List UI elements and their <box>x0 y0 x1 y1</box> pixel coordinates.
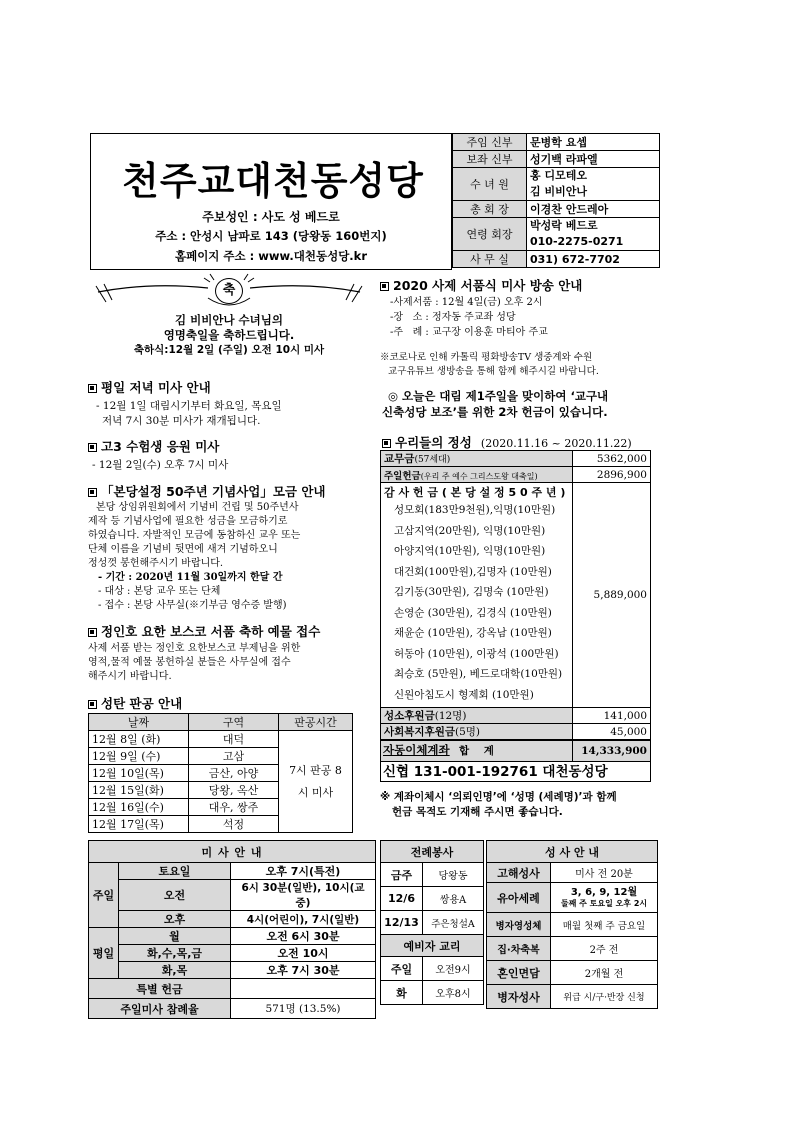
prep-cell: 화 <box>381 981 423 1005</box>
sacrament-value-line: 둘째 주 토요일 오후 2시 <box>560 898 648 908</box>
donor-line: 신원아침도시 형제회 (10만원) <box>394 688 534 701</box>
prep-cell: 오전9시 <box>423 957 484 981</box>
liturgy-table <box>380 840 484 1005</box>
section-line: -사제서품 : 12월 4일(금) 오후 2시 <box>390 297 543 308</box>
note-line: 헌금 목적도 기재해 주시면 좋습니다. <box>392 806 563 818</box>
section-line: - 기간 : 2020년 11월 30일까지 한달 간 <box>98 572 283 583</box>
prep-cell: 주일 <box>381 957 423 981</box>
table-cell: 12월 8일 (화) <box>89 731 189 748</box>
offerings-period: (2020.11.16 ~ 2020.11.22) <box>480 437 632 450</box>
celebration-box <box>90 272 368 364</box>
donor-line: 손영순 (30만원), 김경식 (10만원) <box>394 606 552 619</box>
total-amount: 14,333,900 <box>573 740 651 762</box>
evening-mass-section <box>88 378 368 429</box>
section-title: 평일 저녁 미사 안내 <box>88 378 368 396</box>
section-line: 해주시기 바랍니다. <box>88 671 172 682</box>
sacrament-label: 유아세례 <box>487 883 551 913</box>
staff-role: 보좌 신부 <box>453 151 527 168</box>
celebration-line3: 축하식:12월 2일 (주일) 오전 10시 미사 <box>133 344 325 356</box>
mass-cell: 오전 <box>119 880 231 911</box>
mass-title: 미 사 안 내 <box>89 841 376 863</box>
section-title: 정인호 요한 보스코 서품 축하 예물 접수 <box>88 622 378 640</box>
patron-saint: 주보성인 : 사도 성 베드로 <box>202 210 340 224</box>
mass-cell: 월 <box>119 928 231 945</box>
celebration-line1: 김 비비안나 수녀님의 <box>175 313 283 327</box>
section-line: 정성껏 봉헌해주시기 바랍니다. <box>88 558 224 569</box>
mass-day-label: 주일 <box>89 863 119 928</box>
total-label: 합 계 <box>381 740 573 762</box>
staff-name: 성기백 라파엘 <box>527 151 660 168</box>
table-cell: 석정 <box>189 816 279 833</box>
offering-label: 성소후원금(12명) <box>381 708 573 724</box>
sacrament-value: 위급 시/구·반장 신청 <box>551 985 658 1009</box>
section-line: - 12월 2일(수) 오후 7시 미사 <box>92 459 229 471</box>
donor-line: 성모회(183만9천원),익명(10만원) <box>394 504 556 516</box>
sacraments-table <box>486 840 658 1009</box>
offerings-header <box>382 432 682 451</box>
liturgy-cell: 당왕동 <box>423 863 484 887</box>
parish-title: 천주교대천동성당 <box>122 158 424 203</box>
offering-label: 주일헌금(우리 주 예수 그리스도왕 대축일) <box>381 467 573 483</box>
table-cell: 고삼 <box>189 748 279 765</box>
thanks-offering-list <box>381 483 573 708</box>
fundraising-section <box>88 482 378 613</box>
special-offering-label: 특별 헌금 <box>89 979 231 999</box>
broadcast-section <box>380 276 680 379</box>
offering-amount: 5,889,000 <box>573 483 651 708</box>
mass-cell: 화,목 <box>119 962 231 979</box>
donor-line: 최승호 (5만원), 베드로대학(10만원) <box>394 668 563 680</box>
sacrament-value: 2주 전 <box>551 937 658 961</box>
section-note: ※코로나로 인해 카톨릭 평화방송TV 생중계와 수원 <box>380 352 593 363</box>
staff-role: 연령 회장 <box>453 218 527 251</box>
staff-table <box>452 133 660 268</box>
sacrament-value: 2개월 전 <box>551 961 658 985</box>
offering-amount: 5362,000 <box>573 451 651 467</box>
liturgy-cell: 쌍용A <box>423 887 484 911</box>
section-line: -장 소 : 정자동 주교좌 성당 <box>390 312 516 323</box>
table-cell: 금산, 아양 <box>189 765 279 782</box>
attendance-label: 주일미사 참례율 <box>89 999 231 1019</box>
exam-mass-section <box>88 437 368 473</box>
table-cell: 대우, 쌍주 <box>189 799 279 816</box>
second-collection-notice <box>382 388 682 420</box>
staff-name: 이경찬 안드레아 <box>527 201 660 218</box>
section-line: 영적,물적 예물 봉헌하실 분들은 사무실에 접수 <box>88 657 291 668</box>
section-line: 저녁 7시 30분 미사가 재개됩니다. <box>102 415 261 427</box>
liturgy-cell: 금주 <box>381 863 423 887</box>
section-title: 고3 수험생 응원 미사 <box>88 437 368 455</box>
donor-line: 대건회(100만원),김명자 (10만원) <box>394 565 552 578</box>
mass-table <box>88 840 376 1019</box>
donor-line: 아양지역(10만원), 익명(10만원) <box>394 545 546 557</box>
offering-label: 사회복지후원금(5명) <box>381 724 573 740</box>
table-header: 날짜 <box>89 714 189 731</box>
mass-cell: 오후 7시 30분 <box>231 962 376 979</box>
sacrament-value: 매월 첫째 주 금요일 <box>551 913 658 937</box>
section-line: - 접수 : 본당 사무실(※기부금 영수증 발행) <box>98 600 287 611</box>
mass-cell: 4시(어린이), 7시(일반) <box>231 911 376 928</box>
notice-line: 신축성당 보조’를 위한 2차 헌금이 있습니다. <box>382 405 608 419</box>
offerings-table <box>380 450 651 762</box>
table-cell: 12월 10일(목) <box>89 765 189 782</box>
staff-role: 사 무 실 <box>453 251 527 268</box>
homepage[interactable]: 홈페이지 주소 : www.대천동성당.kr <box>174 249 367 263</box>
sacrament-label: 고해성사 <box>487 863 551 883</box>
mass-cell: 오후 7시(특전) <box>231 863 376 880</box>
section-line: - 대상 : 본당 교우 또는 단체 <box>98 586 221 597</box>
sacrament-label: 병자성사 <box>487 985 551 1009</box>
prep-cell: 오후8시 <box>423 981 484 1005</box>
mass-cell: 화,수,목,금 <box>119 945 231 962</box>
notice-line: ◎ 오늘은 대림 제1주일을 맞이하여 ‘교구내 <box>388 389 609 403</box>
table-cell: 12월 9일 (수) <box>89 748 189 765</box>
mass-cell: 오전 6시 30분 <box>231 928 376 945</box>
table-cell: 12월 17일(목) <box>89 816 189 833</box>
liturgy-cell: 12/6 <box>381 887 423 911</box>
mass-cell: 6시 30분(일반), 10시(교중) <box>231 880 376 911</box>
account-number: 신협 131-001-192761 대천동성당 <box>383 764 608 780</box>
staff-name: 031) 672-7702 <box>527 251 660 268</box>
sacrament-label: 집·차축복 <box>487 937 551 961</box>
account-box <box>380 740 651 782</box>
mass-cell: 오후 <box>119 911 231 928</box>
confession-title: 성탄 판공 안내 <box>88 694 182 712</box>
section-line: -주 례 : 교구장 이용훈 마티아 주교 <box>390 327 548 338</box>
donor-line: 고삼지역(20만원), 익명(10만원) <box>394 524 546 537</box>
sacrament-value: 미사 전 20분 <box>551 863 658 883</box>
section-title: 「본당설정 50주년 기념사업」모금 안내 <box>88 482 378 500</box>
mass-cell: 토요일 <box>119 863 231 880</box>
confession-time: 7시 판공 8시 미사 <box>279 731 353 833</box>
celebration-line2: 영명축일을 축하드립니다. <box>163 328 295 342</box>
staff-name: 홍 디모테오 <box>530 169 587 182</box>
offering-amount: 2896,900 <box>573 467 651 483</box>
sacrament-value <box>551 883 658 913</box>
prep-title: 예비자 교리 <box>381 935 484 957</box>
table-cell: 당왕, 옥산 <box>189 782 279 799</box>
staff-name: 김 비비안나 <box>530 185 587 198</box>
note-line: ※ 계좌이체시 ‘의뢰인명’에 ‘성명 (세례명)’과 함께 <box>380 791 617 803</box>
staff-role: 수 녀 원 <box>453 168 527 201</box>
staff-role: 주임 신부 <box>453 134 527 151</box>
table-cell: 12월 15일(화) <box>89 782 189 799</box>
confession-table <box>88 713 353 833</box>
sacrament-value-line: 3, 6, 9, 12월 <box>570 886 638 898</box>
section-line: 제작 등 기념사업에 필요한 성금을 모금하기로 <box>88 516 288 527</box>
liturgy-cell: 12/13 <box>381 911 423 935</box>
table-cell: 대덕 <box>189 731 279 748</box>
address: 주소 : 안성시 남파로 143 (당왕동 160번지) <box>155 229 387 243</box>
mass-day-label: 평일 <box>89 928 119 979</box>
offering-label: 교무금(57세대) <box>381 451 573 467</box>
liturgy-cell: 주은청설A <box>423 911 484 935</box>
ordination-gift-section <box>88 622 378 684</box>
special-offering-value <box>231 979 376 999</box>
section-title: 2020 사제 서품식 미사 방송 안내 <box>380 276 680 294</box>
donor-line: 김기동(30만원), 김명숙 (10만원) <box>394 586 549 598</box>
sacrament-label: 혼인면담 <box>487 961 551 985</box>
liturgy-title: 전례봉사 <box>381 841 484 863</box>
section-note: 교구유튜브 생방송을 통해 함께 해주시길 바랍니다. <box>388 366 599 377</box>
section-line: 하였습니다. 자발적인 모금에 동참하신 교우 또는 <box>88 530 301 541</box>
table-cell: 12월 16일(수) <box>89 799 189 816</box>
offerings-title: 우리들의 정성 <box>395 435 472 450</box>
section-line: 단체 이름을 기념비 뒷면에 새겨 기념하오니 <box>88 544 278 555</box>
donor-line: 허동아 (10만원), 이광석 (100만원) <box>394 647 559 660</box>
staff-name: 010-2275-0271 <box>530 235 624 248</box>
section-line: 본당 상임위원회에서 기념비 건립 및 50주년사 <box>96 502 299 513</box>
celebration-emblem: 축 <box>215 278 243 304</box>
attendance-value: 571명 (13.5%) <box>231 999 376 1019</box>
staff-name: 문병학 요셉 <box>527 134 660 151</box>
offering-amount: 45,000 <box>573 724 651 740</box>
table-header: 구역 <box>189 714 279 731</box>
staff-role: 총 회 장 <box>453 201 527 218</box>
staff-name: 박성락 베드로 <box>530 219 598 232</box>
account-label: 자동이체계좌 <box>383 743 450 757</box>
sacraments-title: 성 사 안 내 <box>487 841 658 863</box>
sacrament-label: 병자영성체 <box>487 913 551 937</box>
account-note <box>380 790 680 820</box>
mass-cell: 오전 10시 <box>231 945 376 962</box>
donor-line: 채윤순 (10만원), 강옥남 (10만원) <box>394 627 552 639</box>
offering-amount: 141,000 <box>573 708 651 724</box>
thanks-title: 감 사 헌 금 ( 본 당 설 정 5 0 주 년 ) <box>384 486 566 499</box>
section-line: 사제 서품 받는 정인호 요한보스코 부제님을 위한 <box>88 643 301 654</box>
section-line: - 12월 1일 대림시기부터 화요일, 목요일 <box>96 400 282 412</box>
table-header: 판공시간 <box>279 714 353 731</box>
